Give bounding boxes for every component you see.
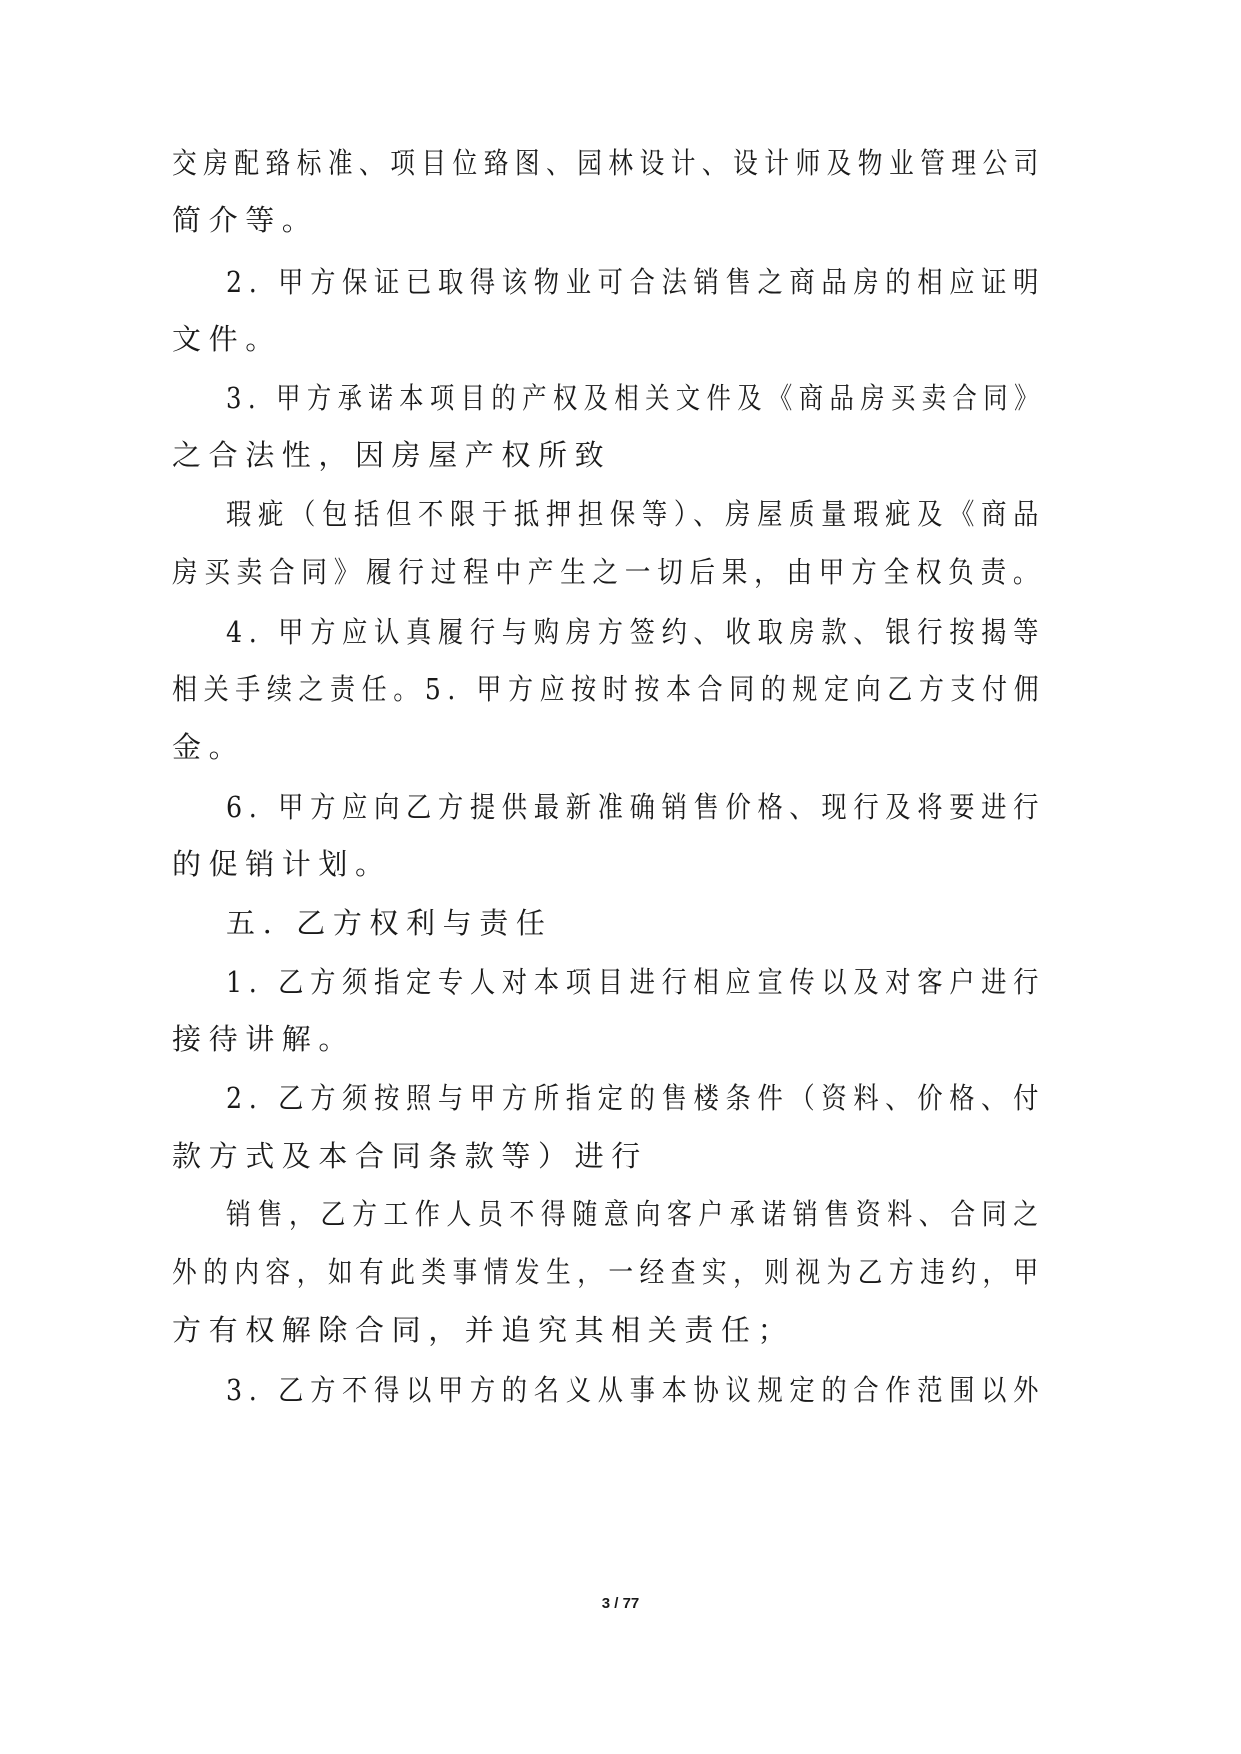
text-line: 外的内容，如有此类事情发生，一经查实，则视为乙方违约，甲 [172,1255,1045,1289]
text-line: 4. 甲方应认真履行与购房方签约、收取房款、银行按揭等 [226,615,1046,649]
text-line: 房买卖合同》履行过程中产生之一切后果，由甲方全权负责。 [172,555,1046,589]
text-line: 文件。 [172,322,282,356]
text-line: 的促销计划。 [172,847,392,881]
text-line: 2. 乙方须按照与甲方所指定的售楼条件（资料、价格、付 [226,1081,1046,1115]
page-number: 3 / 77 [601,1595,640,1612]
text-line: 3. 乙方不得以甲方的名义从事本协议规定的合作范围以外 [226,1373,1046,1407]
text-line: 接待讲解。 [172,1022,356,1056]
text-line: 1. 乙方须指定专人对本项目进行相应宣传以及对客户进行 [226,965,1046,999]
text-line: 款方式及本合同条款等）进行 [172,1139,648,1173]
text-line: 金。 [172,730,246,764]
text-line: 方有权解除合同，并追究其相关责任； [172,1313,795,1347]
text-line: 交房配臵标准、项目位臵图、园林设计、设计师及物业管理公司 [172,146,1045,180]
text-line: 3. 甲方承诺本项目的产权及相关文件及《商品房买卖合同》 [226,381,1045,415]
section-heading: 五. 乙方权利与责任 [226,906,553,940]
text-line: 销售，乙方工作人员不得随意向客户承诺销售资料、合同之 [226,1197,1045,1231]
text-line: 瑕疵（包括但不限于抵押担保等）、房屋质量瑕疵及《商品 [226,497,1046,531]
text-line: 2. 甲方保证已取得该物业可合法销售之商品房的相应证明 [226,265,1046,299]
text-line: 之合法性，因房屋产权所致 [172,438,612,472]
text-line: 简介等。 [172,203,319,237]
text-line: 6. 甲方应向乙方提供最新准确销售价格、现行及将要进行 [226,790,1046,824]
text-line: 相关手续之责任。5. 甲方应按时按本合同的规定向乙方支付佣 [172,672,1046,706]
